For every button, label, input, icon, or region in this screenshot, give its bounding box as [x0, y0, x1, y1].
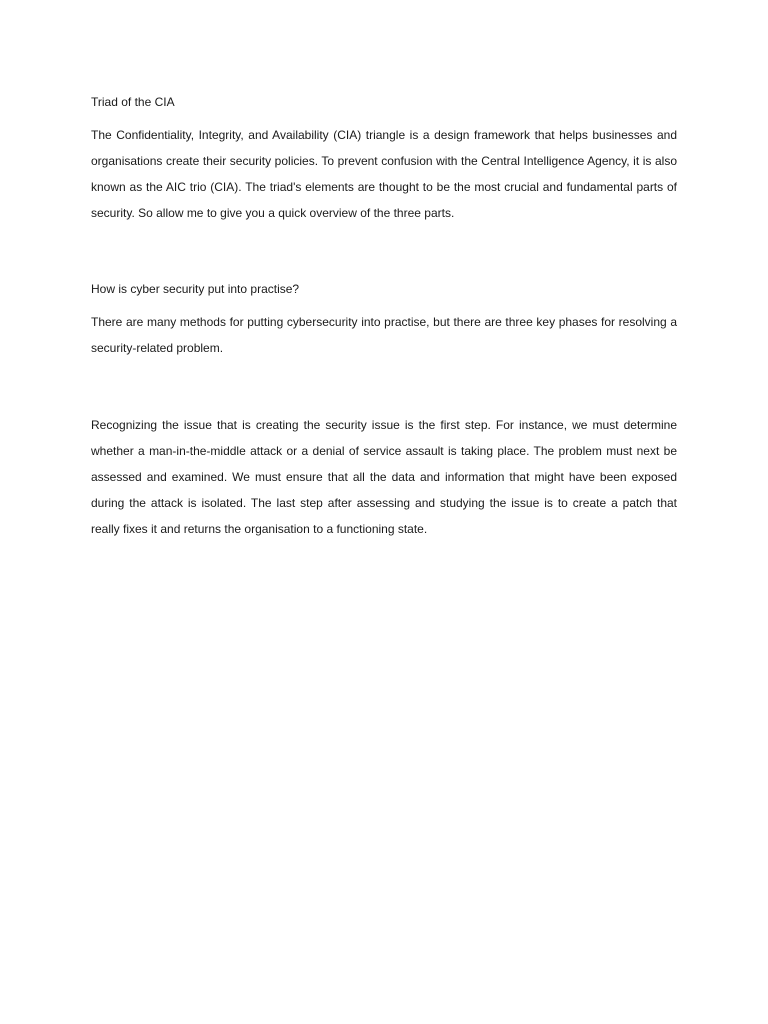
paragraph-cyber-security-practise: There are many methods for putting cybersecurity into practise, but there are three key phases for resolving a security-related problem. — [91, 315, 677, 355]
paragraph-resolution-steps: Recognizing the issue that is creating the security issue is the first step. For instance, we must determine whether a man-in-the-middle attack or a denial of service assault is taking place. The problem must next be assessed and examined. We must ensure that all the data and information that might have been exposed during the attack is isolated. The last step after assessing and studying the issue is to create a patch that really fixes it and returns the organisation to a functioning state. — [91, 418, 677, 536]
section-heading-cyber-security-practise: How is cyber security put into practise? — [91, 282, 300, 296]
document-page — [91, 94, 677, 542]
paragraph-cia-triad: The Confidentiality, Integrity, and Availability (CIA) triangle is a design framework that helps businesses and organisations create their security policies. To prevent confusion with the Central Intelligence Agency, it is also known as the AIC trio (CIA). The triad's elements are thought to be the most crucial and fundamental parts of security. So allow me to give you a quick overview of the three parts. — [91, 128, 677, 220]
section-heading-cia-triad: Triad of the CIA — [91, 95, 175, 109]
